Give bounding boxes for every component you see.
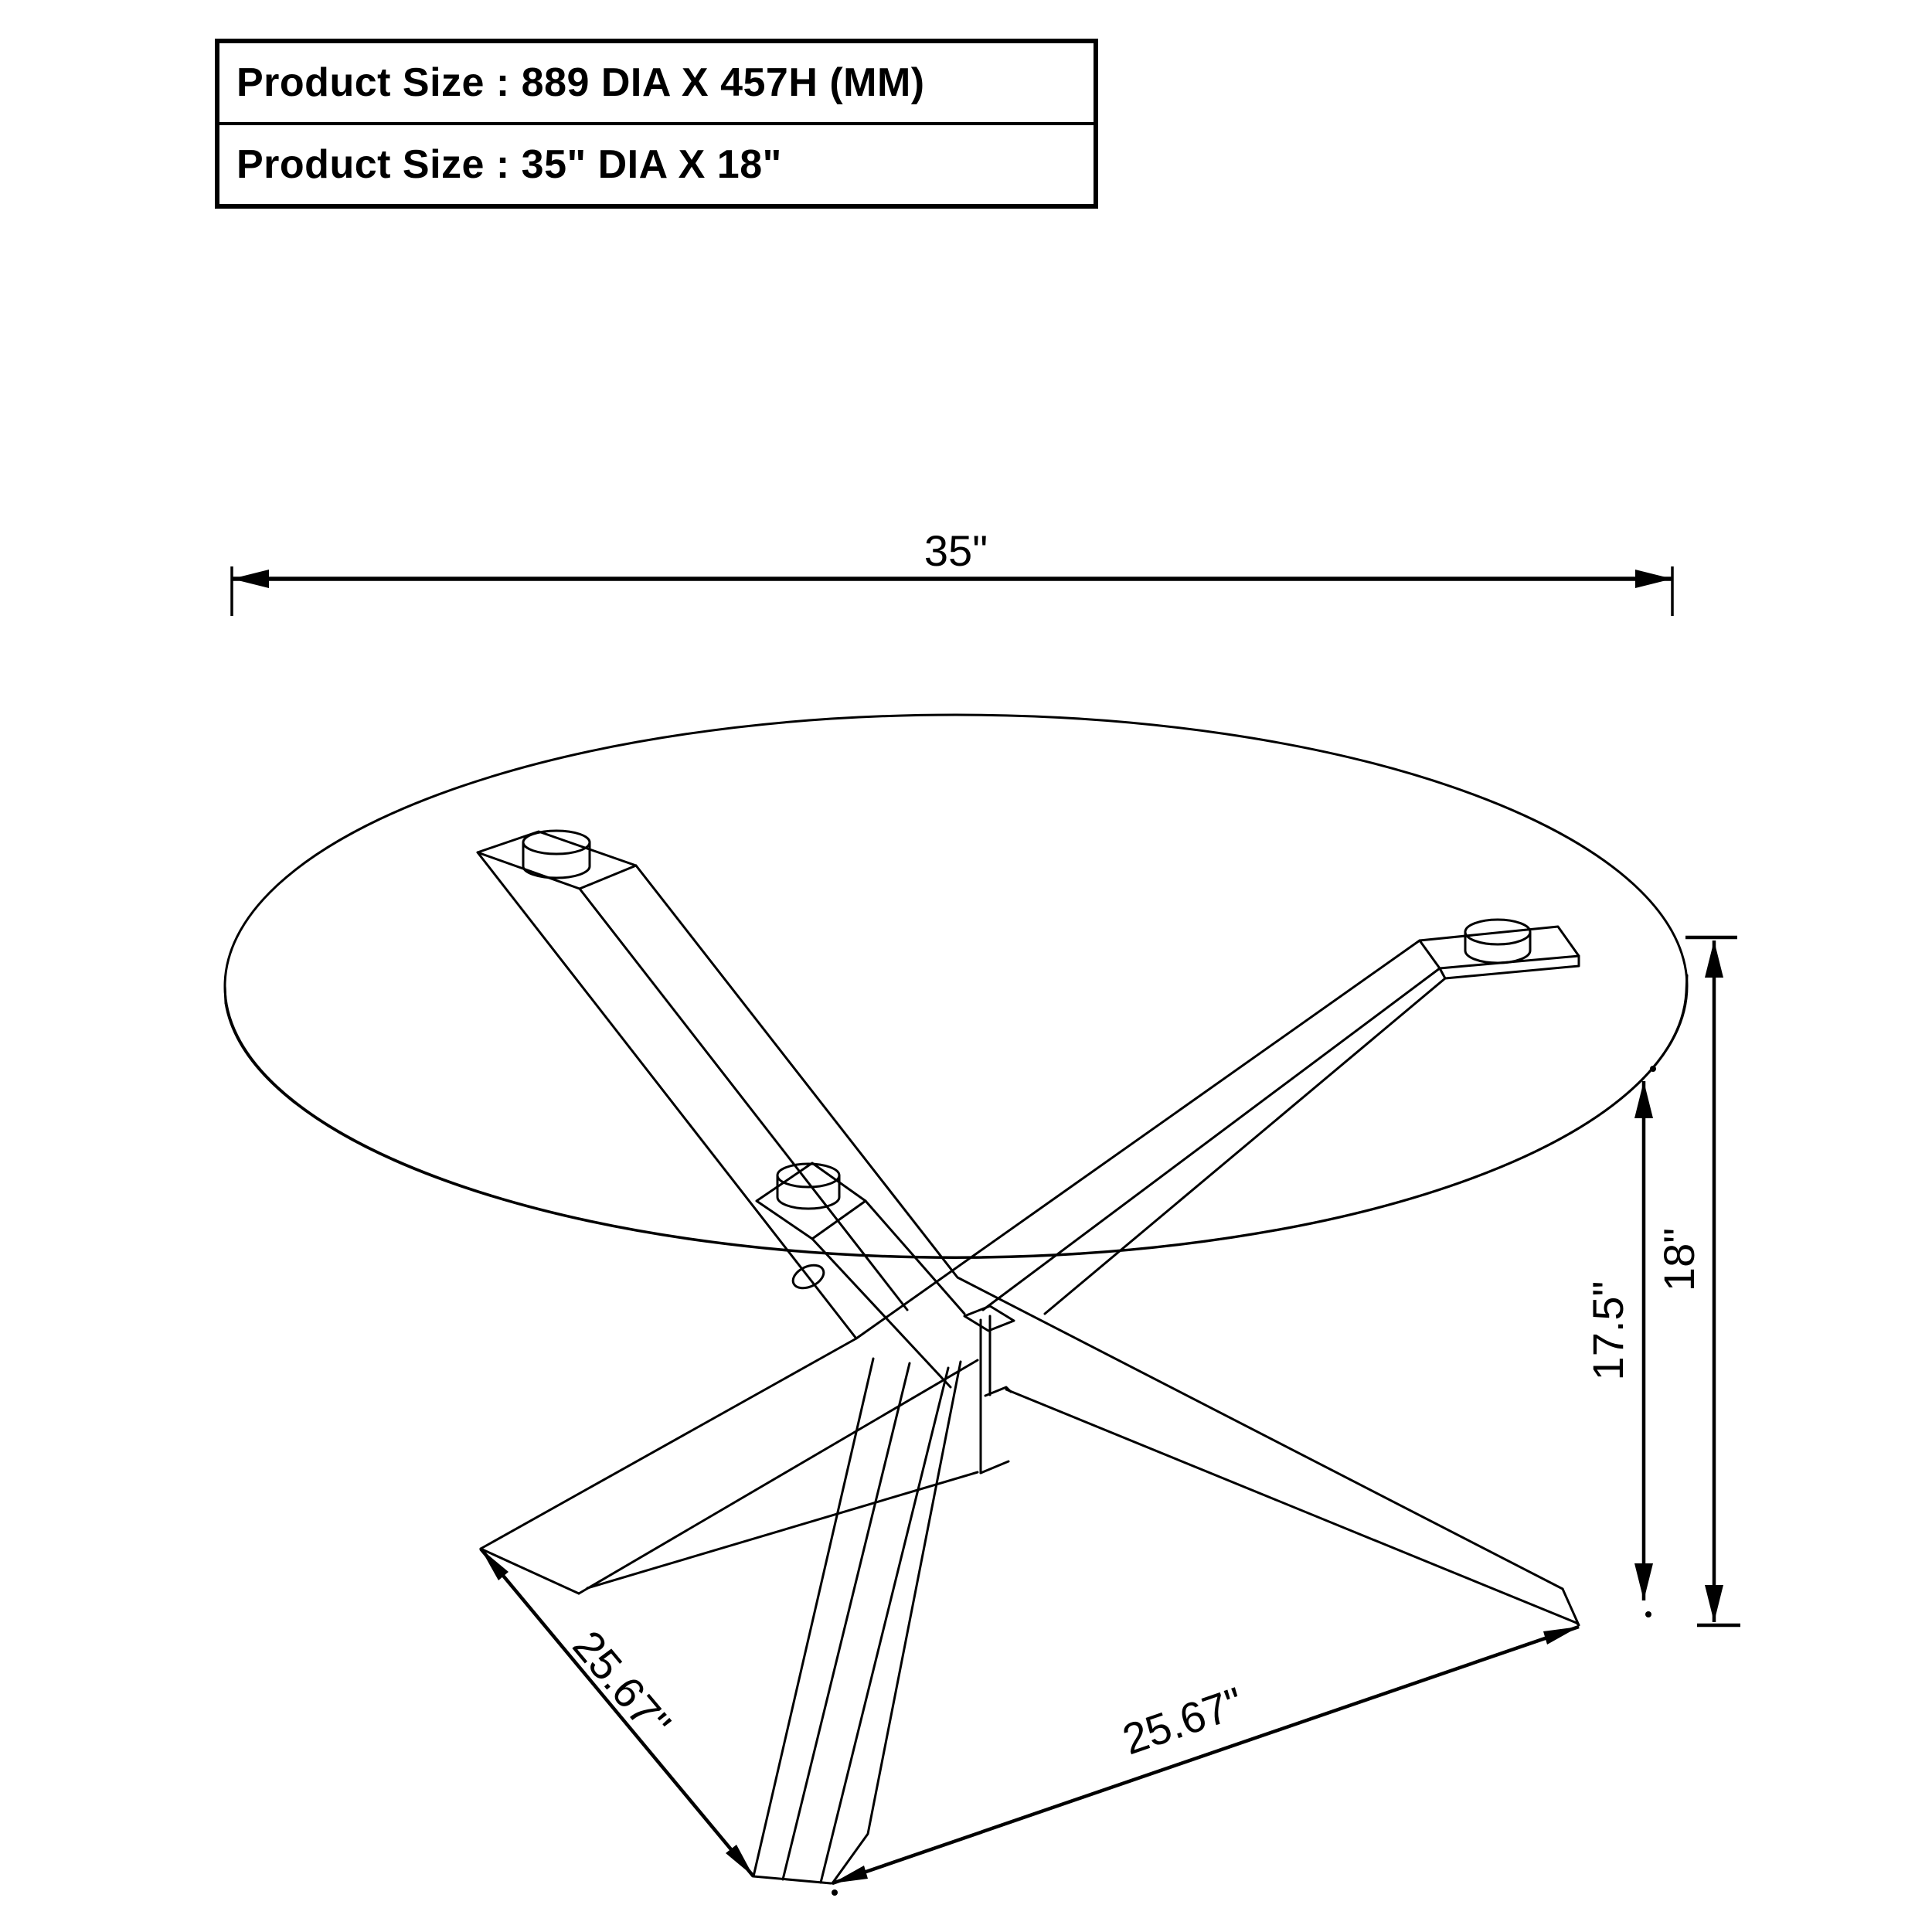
dim-175-arrow-bottom: [1634, 1563, 1653, 1600]
leg2-foot-near-edge: [579, 1360, 978, 1594]
leg1-left-edge: [478, 852, 856, 1338]
leg-right-to-foot-left: [481, 940, 1445, 1594]
puck-back-left-top: [523, 831, 590, 854]
dim-18-arrow-bottom: [1705, 1585, 1723, 1622]
dimension-base-right-span: [832, 1627, 1579, 1896]
glass-thickness-arc: [226, 992, 1686, 1257]
dimension-base-left-span: [481, 1549, 753, 1876]
dim-175-arrow-top: [1634, 1081, 1653, 1118]
bar-front-line4: [832, 1362, 961, 1883]
mounting-pucks: [478, 831, 1579, 1293]
plate-front: [757, 1163, 866, 1239]
dim-base-right-arrow-right: [1543, 1627, 1579, 1645]
dim-175-label: 17.5": [1583, 1281, 1632, 1381]
glass-edge-right: [1686, 975, 1687, 992]
leg3-near-edge: [812, 1239, 951, 1387]
dim-base-right-line: [832, 1627, 1579, 1883]
dimension-overall-height: [1655, 937, 1740, 1625]
leg-back-left-to-foot-right: [478, 852, 1579, 1625]
dimension-top-diameter: [232, 526, 1672, 616]
dim-35-arrow-left: [232, 570, 269, 588]
glass-top: [225, 715, 1687, 1257]
leg1-far-edge: [636, 866, 1563, 1589]
leg1-foot-near-edge: [1006, 1389, 1577, 1623]
hub-bottom-face: [981, 1461, 1009, 1473]
dim-18-arrow-top: [1705, 940, 1723, 978]
dim-base-right-label: 25.67": [1116, 1677, 1250, 1764]
dim-175-ref-dot-top: [1650, 1066, 1656, 1072]
glass-top-ellipse: [225, 715, 1687, 1257]
dim-18-label: 18": [1655, 1227, 1703, 1292]
leg2-crease: [983, 968, 1440, 1310]
dim-35-label: 35": [923, 526, 988, 575]
bar-front-line1: [753, 1359, 873, 1876]
product-size-row-inch: Product Size : 35" DIA X 18": [236, 142, 782, 187]
plate-back-left: [478, 832, 636, 889]
product-size-row-mm: Product Size : 889 DIA X 457H (MM): [219, 43, 1094, 125]
dim-base-left-label: 25.67": [563, 1621, 681, 1748]
dimension-underside-height: [1583, 1066, 1656, 1617]
puck-right-body: [1465, 932, 1530, 963]
dim-175-ref-dot-bottom: [1645, 1611, 1651, 1617]
bar-front-line3: [821, 1368, 948, 1883]
bar-front-line2: [783, 1363, 910, 1879]
glass-edge-left: [225, 986, 226, 1003]
dim-base-ref-dot: [832, 1889, 838, 1896]
leg2-inner-edge: [1045, 978, 1445, 1314]
leg2-top-edge: [481, 940, 1420, 1549]
foot-bottom-end-face: [753, 1876, 831, 1883]
leg-front-to-foot-bottom: [753, 1201, 964, 1883]
dim-35-arrow-right: [1635, 570, 1672, 588]
